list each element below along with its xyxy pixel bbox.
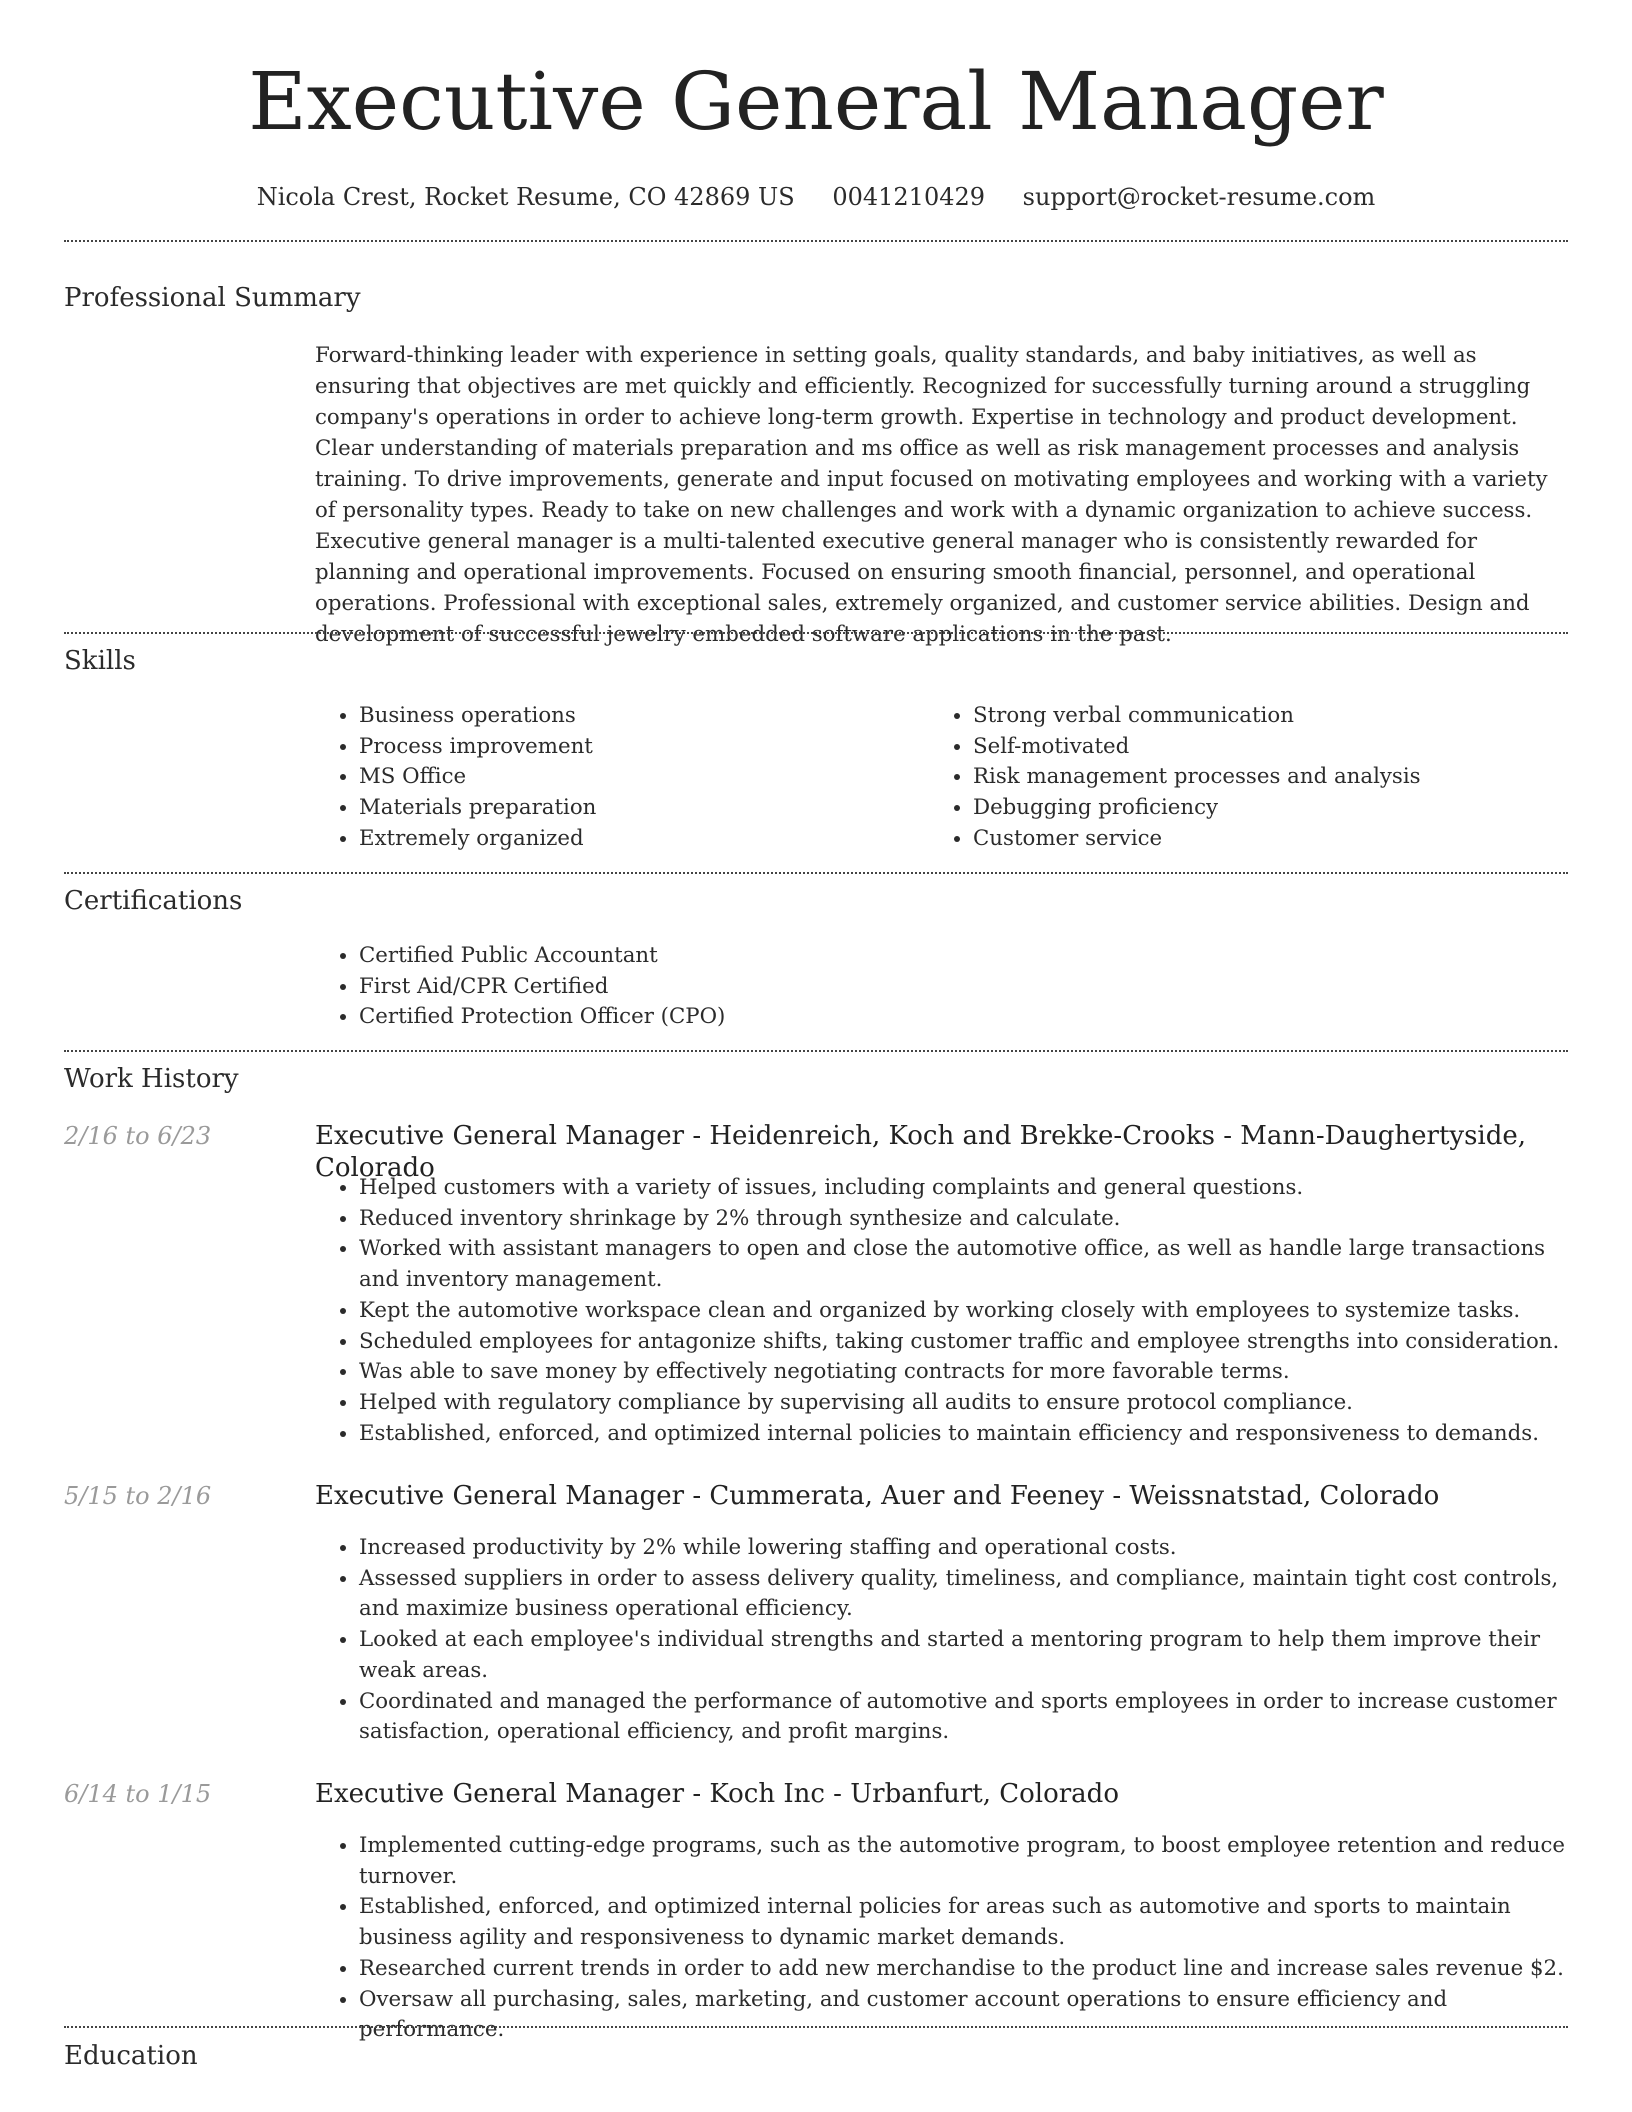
work-history-heading: Work History [64,1064,239,1094]
skills-left-column [315,701,915,855]
job-duty: • Established, enforced, and optimized internal policies to maintain efficiency and responsiveness to demands. [359,1419,1575,1450]
skill-item: • Process improvement [359,732,915,763]
job-dates: 6/14 to 1/15 [64,1780,212,1808]
job-duties [315,1173,1575,1449]
skill-item: • Materials preparation [359,793,915,824]
skill-item: • Business operations [359,701,915,732]
certifications-list [315,941,1575,1033]
contact-line [0,182,1632,212]
job-duty: • Assessed suppliers in order to assess delivery quality, timeliness, and compliance, maintain tight cost controls, and maximize business operational efficiency. [359,1564,1575,1625]
job-duty: • Established, enforced, and optimized internal policies for areas such as automotive and sports to maintain business agility and responsiveness to dynamic market demands. [359,1892,1575,1953]
skill-item: • Customer service [973,824,1549,855]
certification-item: • Certified Protection Officer (CPO) [359,1002,1575,1033]
job-duty: • Helped with regulatory compliance by supervising all audits to ensure protocol compliance. [359,1388,1575,1419]
section-divider [64,240,1568,242]
summary-heading: Professional Summary [64,283,361,313]
skill-item: • Extremely organized [359,824,915,855]
summary-text: Forward-thinking leader with experience in setting goals, quality standards, and baby initiatives, as well as ensuring that objectives are met quickly and efficiently. Recognized for successfully turning around a struggling company's operations in order to achieve long-term growth. Expertise in technology and product development. Clear understanding of materials preparation and ms office as well as risk management processes and analysis training. To drive improvements, generate and input focused on motivating employees and working with a variety of personality types. Ready to take on new challenges and work with a dynamic organization to achieve success. Executive general manager is a multi-talented executive general manager who is consistently rewarded for planning and operational improvements. Focused on ensuring smooth financial, personnel, and operational operations. Professional with exceptional sales, extremely organized, and customer service abilities. Design and development of successful jewelry embedded software applications in the past. [315,343,1548,647]
job-duties [315,1831,1575,2046]
job-title: Executive General Manager - Koch Inc - Urbanfurt, Colorado [315,1779,1119,1809]
certifications-heading: Certifications [64,886,243,916]
certification-item: • Certified Public Accountant [359,941,1575,972]
job-duty: • Oversaw all purchasing, sales, marketing, and customer account operations to ensure efficiency and performance. [359,1985,1575,2046]
job-duty: • Implemented cutting-edge programs, such as the automotive program, to boost employee retention and reduce turnover. [359,1831,1575,1892]
contact-email: support@rocket-resume.com [1022,183,1376,211]
job-title: Executive General Manager - Cummerata, Auer and Feeney - Weissnatstad, Colorado [315,1481,1440,1511]
certification-item: • First Aid/CPR Certified [359,972,1575,1003]
skill-item: • Strong verbal communication [973,701,1549,732]
job-duty: • Kept the automotive workspace clean and organized by working closely with employees to systemize tasks. [359,1296,1575,1327]
resume-header [0,0,1632,212]
section-divider [64,632,1568,634]
job-dates: 5/15 to 2/16 [64,1482,212,1510]
job-duty: • Looked at each employee's individual strengths and started a mentoring program to help them improve their weak areas. [359,1625,1575,1686]
contact-address: Nicola Crest, Rocket Resume, CO 42869 US [256,183,795,211]
education-heading: Education [64,2041,198,2071]
section-divider [64,2026,1568,2028]
job-duty: • Was able to save money by effectively negotiating contracts for more favorable terms. [359,1357,1575,1388]
job-duties [315,1533,1575,1748]
section-divider [64,1050,1568,1052]
job-duty: • Worked with assistant managers to open and close the automotive office, as well as handle large transactions and inventory management. [359,1234,1575,1295]
job-duty: • Increased productivity by 2% while lowering staffing and operational costs. [359,1533,1575,1564]
skill-item: • Risk management processes and analysis [973,762,1549,793]
skills-heading: Skills [64,646,136,676]
candidate-name: Executive General Manager [248,55,1384,148]
skill-item: • Self-motivated [973,732,1549,763]
contact-phone: 0041210429 [832,183,986,211]
job-duty: • Reduced inventory shrinkage by 2% through synthesize and calculate. [359,1204,1575,1235]
skills-right-column [929,701,1549,855]
skill-item: • MS Office [359,762,915,793]
job-duty: • Coordinated and managed the performance of automotive and sports employees in order to increase customer satisfaction, operational efficiency, and profit margins. [359,1687,1575,1748]
job-duty: • Scheduled employees for antagonize shifts, taking customer traffic and employee strengths into consideration. [359,1327,1575,1358]
section-divider [64,872,1568,874]
job-duty: • Helped customers with a variety of issues, including complaints and general questions. [359,1173,1575,1204]
job-title: Executive General Manager - Heidenreich, Koch and Brekke-Crooks - Mann-Daughertyside, Colorado [315,1121,1527,1183]
job-dates: 2/16 to 6/23 [64,1122,212,1150]
job-duty: • Researched current trends in order to add new merchandise to the product line and increase sales revenue $2. [359,1954,1575,1985]
skill-item: • Debugging proficiency [973,793,1549,824]
